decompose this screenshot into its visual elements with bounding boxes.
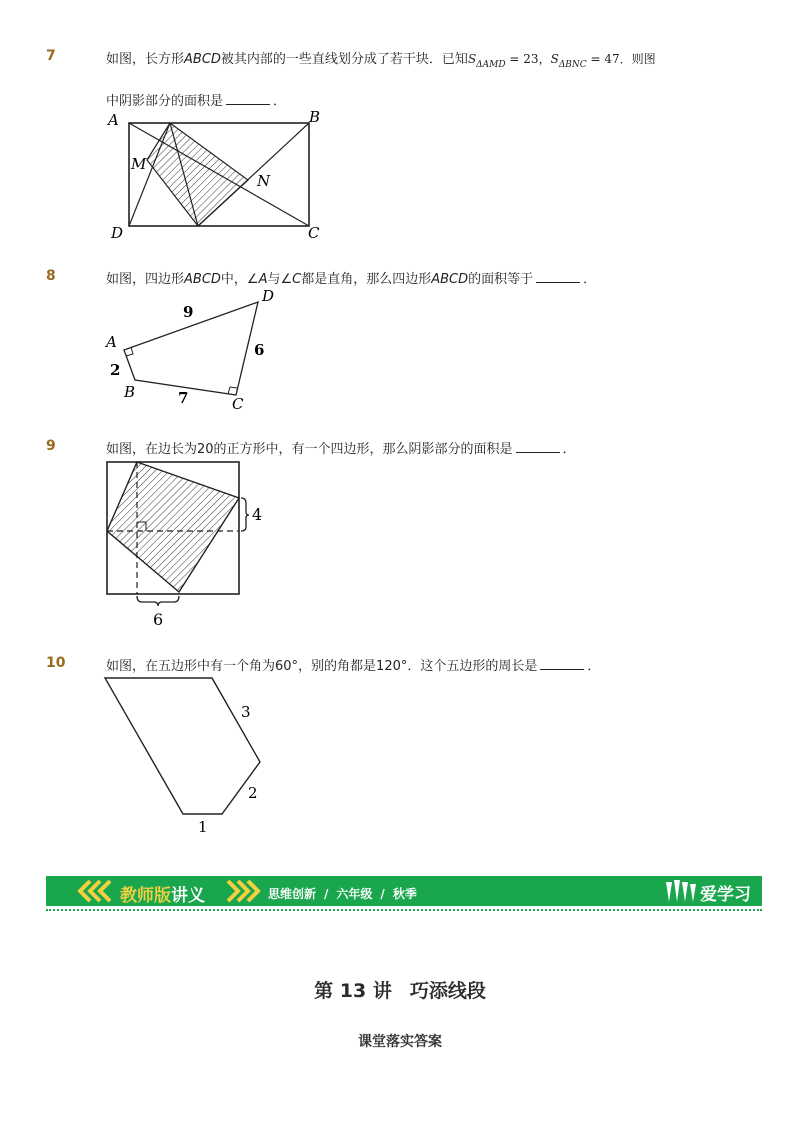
length-cd: 6 [254, 341, 265, 359]
label-d: D [111, 224, 124, 242]
question-text-part: 被其内部的一些直线划分成了若干块．已知 [220, 52, 468, 67]
question-text-part: ． [562, 442, 576, 457]
length-ab: 2 [110, 361, 121, 379]
question-text-part: 如图，四边形 [106, 272, 185, 287]
question-text-part: 如图，长方形 [106, 52, 185, 67]
breadcrumb-separator: / [380, 887, 385, 901]
lecture-title: 巧添线段 [409, 980, 486, 1002]
question-text-part: 都是直角，那么四边形 [301, 272, 432, 287]
question-text-part: 的面积等于 [468, 272, 534, 287]
question-number: 7 [46, 48, 56, 64]
question-text-part: 中，∠ [220, 272, 259, 287]
question-text-part: 如图，在五边形中有一个角为60°，别的角都是120°．这个五边形的周长是 [106, 659, 538, 674]
label-c: C [308, 224, 320, 242]
label-a: A [106, 333, 117, 351]
figure-name: ABCD [184, 272, 221, 287]
label-a: A [108, 111, 119, 129]
answer-blank [540, 658, 584, 670]
banner-title-part: 教师版 [120, 886, 171, 906]
side-label-1: 1 [198, 818, 208, 836]
figure-name: ABCD [184, 52, 221, 67]
answer-blank [536, 271, 580, 283]
chevron-left-icon [76, 879, 116, 903]
label-n: N [257, 172, 271, 190]
label-b: B [124, 383, 136, 401]
banner-divider [46, 909, 762, 911]
banner-title-part: 讲义 [171, 886, 205, 906]
area-value: = 47．则图 [586, 52, 656, 66]
label-m: M [131, 155, 147, 173]
question-text-part: ． [587, 659, 601, 674]
question-number: 10 [46, 655, 66, 671]
label-d: D [262, 287, 275, 305]
side-label-2: 2 [248, 784, 258, 802]
question-text-part: 与∠ [267, 272, 293, 287]
label-b: B [309, 108, 321, 126]
breadcrumb-item: 秋季 [392, 887, 417, 901]
right-angle-mark-c [228, 387, 237, 394]
breadcrumb-item: 思维创新 [268, 887, 317, 901]
rectangle-figure [100, 108, 340, 243]
area-subscript: ΔAMD [476, 60, 506, 70]
pentagon-figure [100, 672, 280, 837]
brace-bottom [137, 596, 179, 606]
angle-name: A [258, 272, 268, 287]
area-value: = 23， [505, 52, 551, 66]
label-right: 4 [252, 505, 263, 524]
quadrilateral-figure [100, 285, 290, 413]
question-text-line2 [106, 90, 286, 109]
question-text [106, 48, 656, 70]
label-bottom: 6 [153, 610, 164, 629]
area-expression: $S_{\Delta BNC}$ [550, 52, 587, 70]
question-number: 8 [46, 268, 56, 284]
question-text-part: ． [583, 272, 597, 287]
brand-logo-icon [664, 878, 698, 904]
page-title [0, 976, 800, 1003]
breadcrumb-separator: / [324, 887, 329, 901]
shaded-quadrilateral [107, 462, 239, 592]
area-expression: $S_{\Delta AMD}$ [467, 52, 506, 70]
banner-title [120, 881, 205, 906]
figure-name: ABCD [431, 272, 469, 287]
area-subscript: ΔBNC [558, 60, 587, 70]
brace-right [241, 498, 249, 531]
square-figure [100, 455, 280, 630]
breadcrumb [268, 885, 417, 902]
question-text-part: 如图，在边长为20的正方形中，有一个四边形，那么阴影部分的面积是 [106, 442, 513, 457]
label-c: C [232, 395, 244, 413]
section-title: 课堂落实答案 [358, 1034, 442, 1050]
breadcrumb-item: 六年级 [336, 887, 373, 901]
pentagon-outline [105, 678, 260, 814]
angle-name: C [292, 272, 302, 287]
lecture-number: 第 13 讲 [314, 980, 392, 1002]
length-bc: 7 [178, 389, 189, 407]
answer-blank [516, 441, 560, 453]
side-label-3: 3 [241, 703, 251, 721]
brand-name: 爱学习 [700, 885, 751, 905]
answer-blank [226, 93, 270, 105]
length-ad: 9 [183, 303, 194, 321]
question-text-part: 中阴影部分的面积是 [106, 94, 224, 109]
shaded-region [147, 123, 248, 226]
question-number: 9 [46, 438, 56, 454]
question-text-part: ． [273, 94, 287, 109]
chevron-right-icon [222, 879, 262, 903]
diagonal-line [129, 123, 309, 226]
